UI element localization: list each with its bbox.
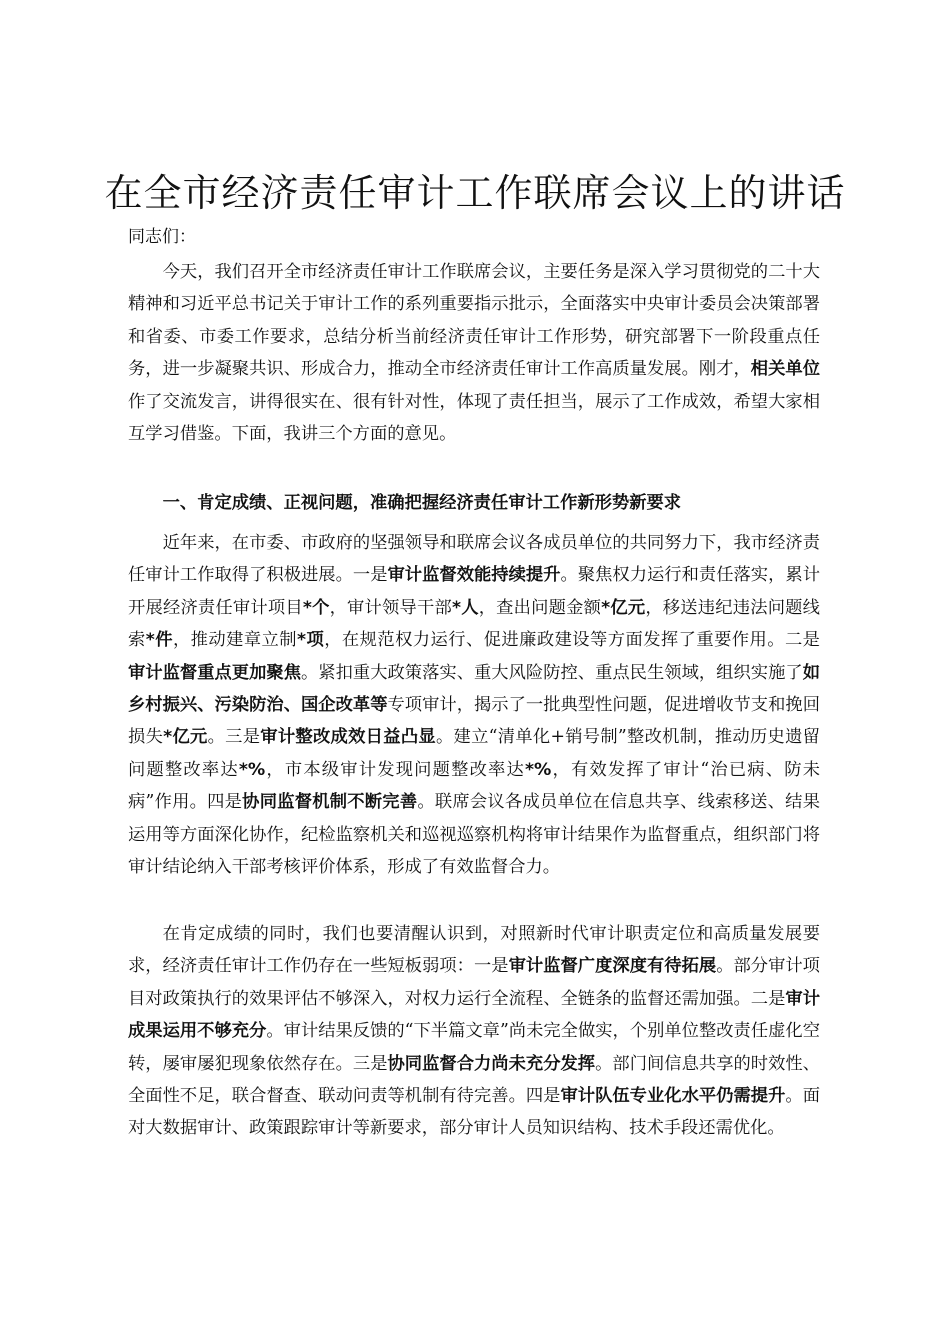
emphasis-text: 协同监督机制不断完善 xyxy=(242,792,418,813)
text-run: 。建立“清单化+销号制”整改机制，推动历史遗留问题整改率达 xyxy=(128,727,820,780)
emphasis-text: 审计队伍专业化水平仍需提升 xyxy=(560,1086,786,1107)
emphasis-text: 审计监督效能持续提升 xyxy=(387,565,561,586)
emphasis-text: *% xyxy=(525,759,552,780)
emphasis-text: *项 xyxy=(297,630,325,651)
text-run: ，市本级审计发现问题整改率达 xyxy=(265,759,525,780)
text-run: 近年来，在市委、市政府的坚强领导和联席会议各成员单位的共同努力下，我市经济责任审计工作取得了积极进展。一是 xyxy=(128,533,820,586)
text-run: 专项审计，揭示了一批典型性问题，促进增收节支和挽回损失 xyxy=(128,695,820,748)
emphasis-text: 审计整改成效日益凸显 xyxy=(260,727,436,748)
emphasis-text: 审计成果运用不够充分 xyxy=(128,988,820,1042)
text-run: ，查出问题金额 xyxy=(478,597,602,618)
emphasis-text: *个 xyxy=(302,597,330,618)
text-run: ，审计领导干部 xyxy=(329,597,452,618)
emphasis-text: 协同监督合力尚未充分发挥 xyxy=(387,1053,596,1074)
text-run: 。面对大数据审计、政策跟踪审计等新要求，部分审计人员知识结构、技术手段还需优化。 xyxy=(128,1086,820,1139)
text-run: ，在规范权力运行、促进廉政建设等方面发挥了重要作用。二是 xyxy=(324,630,820,651)
text-run: ，推动建章立制 xyxy=(172,630,297,651)
speech-title: 在全市经济责任审计工作联席会议上的讲话 xyxy=(104,171,846,215)
section-heading-1: 一、肯定成绩、正视问题，准确把握经济责任审计工作新形势新要求 xyxy=(162,493,682,513)
emphasis-text: *亿元 xyxy=(601,597,646,618)
emphasis-text: *亿元 xyxy=(163,727,208,748)
emphasis-text: 相关单位 xyxy=(750,359,820,380)
text-run: 作了交流发言，讲得很实在、很有针对性，体现了责任担当，展示了工作成效，希望大家相互学习借鉴。下面，我讲三个方面的意见。 xyxy=(128,391,820,445)
text-run: 。聚焦权力运行和责任落实，累计开展经济责任审计项目 xyxy=(128,565,820,618)
text-run: 。联席会议各成员单位在信息共享、线索移送、结果运用等方面深化协作，纪检监察机关和巡视巡察机构将审计结果作为监督重点，组织部门将审计结论纳入干部考核评价体系，形成了有效监督合力。 xyxy=(128,792,820,878)
paragraph-shortcomings xyxy=(128,918,820,1145)
salutation: 同志们： xyxy=(128,227,196,247)
emphasis-text: *% xyxy=(238,759,266,780)
text-run: 。部分审计项目对政策执行的效果评估不够深入，对权力运行全流程、全链条的监督还需加强。二是 xyxy=(128,956,820,1009)
paragraph-achievements xyxy=(128,527,820,883)
text-run: 今天，我们召开全市经济责任审计工作联席会议，主要任务是深入学习贯彻党的二十大精神和习近平总书记关于审计工作的系列重要指示批示，全面落实中央审计委员会决策部署和省委、市委工作要求，总结分析当前经济责任审计工作形势，研究部署下一阶段重点任务，进一步凝聚共识、形成合力，推动全市经济责任审计工作高质量发展。刚才， xyxy=(128,262,820,380)
text-run: 在肯定成绩的同时，我们也要清醒认识到，对照新时代审计职责定位和高质量发展要求，经济责任审计工作仍存在一些短板弱项：一是 xyxy=(128,924,820,977)
emphasis-text: 如乡村振兴、污染防治、国企改革等 xyxy=(128,662,820,716)
emphasis-text: 审计监督重点更加聚焦 xyxy=(128,662,301,683)
emphasis-text: *人 xyxy=(451,597,479,618)
text-run: ，有效发挥了审计“治已病、防未病”作用。四是 xyxy=(128,759,820,813)
emphasis-text: 审计监督广度深度有待拓展 xyxy=(508,956,717,977)
text-run: 。审计结果反馈的“下半篇文章”尚未完全做实，个别单位整改责任虚化空转，屡审屡犯现象依然存在。三是 xyxy=(128,1021,820,1074)
text-run: 。三是 xyxy=(207,727,261,748)
emphasis-text: *件 xyxy=(145,630,173,651)
text-run: ，移送违纪违法问题线索 xyxy=(128,597,820,651)
text-run: 。紧扣重大政策落实、重大风险防控、重点民生领域，组织实施了 xyxy=(301,662,803,683)
text-run: 。部门间信息共享的时效性、全面性不足，联合督查、联动问责等机制有待完善。四是 xyxy=(128,1053,820,1107)
paragraph-opening xyxy=(128,256,820,450)
